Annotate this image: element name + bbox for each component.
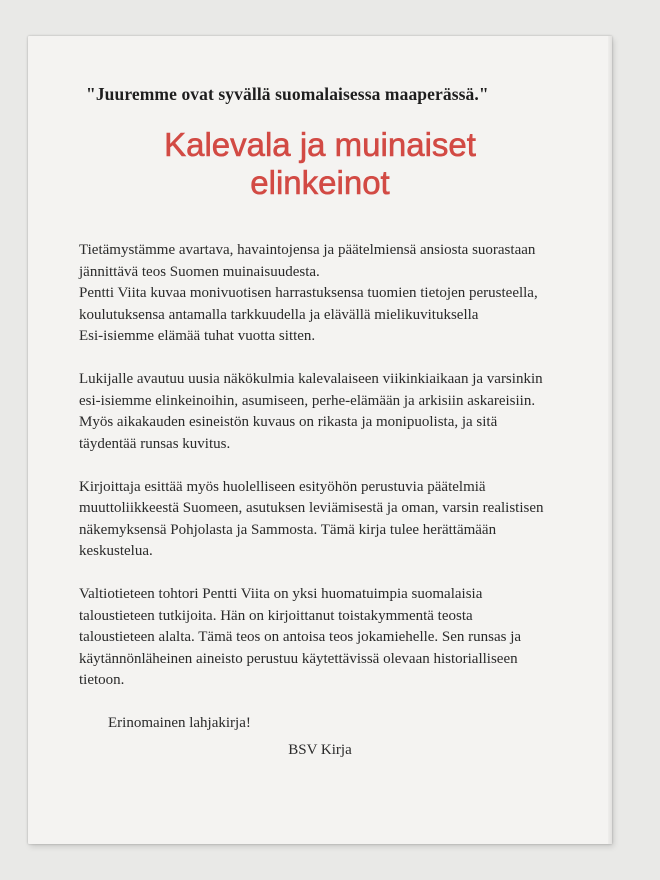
- text-line: Esi-isiemme elämää tuhat vuotta sitten.: [79, 328, 316, 344]
- text-line: käytännönläheinen aineisto perustuu käytettävissä olevaan historialliseen: [79, 650, 518, 667]
- blurb-paragraph: [79, 240, 599, 348]
- text-line: näkemyksensä Pohjolasta ja Sammosta. Tämä kirja tulee herättämään: [79, 521, 497, 538]
- text-line: täydentää runsas kuvitus.: [79, 435, 231, 452]
- publisher-name: BSV Kirja: [288, 742, 352, 758]
- book-title-line: Kalevala ja muinaiset: [164, 126, 476, 163]
- text-line: Kirjoittaja esittää myös huolelliseen esityöhön perustuvia päätelmiä: [79, 478, 486, 495]
- text-line: tietoon.: [79, 672, 125, 688]
- cover-quote: "Juuremme ovat syvällä suomalaisessa maaperässä.": [86, 84, 489, 104]
- text-line: esi-isiemme elinkeinoihin, asumiseen, perhe-elämään ja arkisiin askareisiin.: [79, 392, 536, 409]
- text-line: keskustelua.: [79, 543, 153, 559]
- text-line: jännittävä teos Suomen muinaisuudesta.: [79, 263, 320, 280]
- text-line: Myös aikakauden esineistön kuvaus on rikasta ja monipuolista, ja sitä: [79, 414, 498, 430]
- book-title-line: elinkeinot: [250, 164, 390, 201]
- book-title: [28, 126, 612, 202]
- blurb-paragraph: [79, 584, 599, 692]
- blurb-paragraph: [79, 477, 599, 563]
- text-line: taloustieteen alalta. Tämä teos on antoisa teos jokamiehelle. Sen runsas ja: [79, 629, 522, 645]
- text-line: taloustieteen tutkijoita. Hän on kirjoittanut toistakymmentä teosta: [79, 607, 473, 624]
- book-back-cover: [28, 36, 612, 844]
- text-line: Tietämystämme avartava, havaintojensa ja päätelmiensä ansiosta suorastaan: [79, 242, 536, 258]
- text-line: Pentti Viita kuvaa monivuotisen harrastuksensa tuomien tietojen perusteella,: [79, 285, 538, 301]
- text-line: koulutuksensa antamalla tarkkuudella ja elävällä mielikuvituksella: [79, 306, 479, 323]
- text-line: Lukijalle avautuu uusia näkökulmia kalevalaiseen viikinkiaikaan ja varsinkin: [79, 371, 543, 387]
- closing-line: Erinomainen lahjakirja!: [108, 715, 251, 731]
- blurb-text: [79, 240, 599, 735]
- blurb-paragraph: [79, 369, 599, 455]
- text-line: muuttoliikkeestä Suomeen, asutuksen leviämisestä ja oman, varsin realistisen: [79, 500, 544, 516]
- text-line: Valtiotieteen tohtori Pentti Viita on yksi huomatuimpia suomalaisia: [79, 586, 483, 602]
